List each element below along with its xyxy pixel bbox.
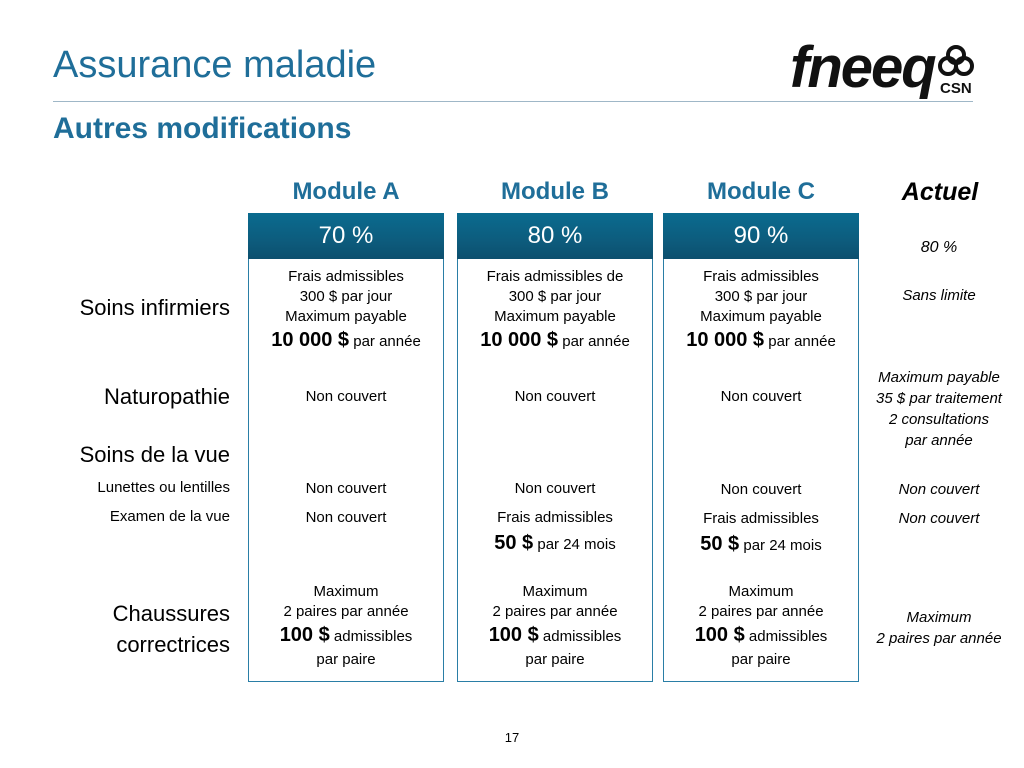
logo-text: fneeq: [790, 35, 935, 100]
module-a-heading: Module A: [292, 178, 400, 205]
row-label-chaussures-line2: correctrices: [116, 632, 230, 657]
cell-line: Maximum payable: [285, 308, 407, 325]
page-subtitle: Autres modifications: [53, 112, 352, 145]
cell-line: Maximum payable: [700, 308, 822, 325]
cell-examen-c: [663, 509, 859, 561]
page-title: Assurance maladie: [53, 44, 377, 86]
cell-unit: par 24 mois: [537, 536, 616, 553]
row-label-soins-infirmiers: Soins infirmiers: [79, 295, 230, 320]
row-label-lunettes: Lunettes ou lentilles: [97, 479, 230, 496]
cell-line: Frais admissibles de: [486, 268, 624, 285]
cell-line: par paire: [731, 651, 791, 668]
row-label-soins-vue: Soins de la vue: [79, 442, 230, 467]
cell-soins-infirmiers-c: [663, 267, 859, 355]
cell-unit: admissibles: [333, 628, 413, 645]
cell-line: 300 $ par jour: [508, 288, 602, 305]
cell-soins-infirmiers-b: [457, 267, 653, 355]
cell-chaussures-b: [457, 582, 653, 670]
cell-naturopathie-c: Non couvert: [720, 388, 802, 405]
cell-unit: par 24 mois: [743, 537, 822, 554]
cell-line: 2 paires par année: [876, 630, 1002, 647]
row-label-chaussures: [113, 598, 230, 660]
cell-amount: 100 $: [694, 624, 745, 646]
cell-line: 2 paires par année: [283, 603, 409, 620]
actuel-percent: 80 %: [920, 239, 958, 256]
cell-chaussures-c: [663, 582, 859, 670]
cell-line: Maximum: [313, 583, 379, 600]
module-c-heading: Module C: [707, 178, 815, 205]
cell-line: Maximum: [906, 609, 972, 626]
cell-unit: par année: [353, 333, 421, 350]
cell-line: Maximum payable: [494, 308, 616, 325]
cell-line: par paire: [316, 651, 376, 668]
cell-naturopathie-b: Non couvert: [514, 388, 596, 405]
cell-line: Frais admissibles: [703, 510, 819, 527]
cell-naturopathie-actuel: [864, 367, 1014, 451]
cell-unit: par année: [562, 333, 630, 350]
module-c-percent: 90 %: [663, 213, 859, 259]
cell-line: 300 $ par jour: [299, 288, 393, 305]
cell-line: Frais admissibles: [288, 268, 404, 285]
cell-soins-infirmiers-a: [248, 267, 444, 355]
cell-amount: 50 $: [700, 533, 740, 555]
cell-chaussures-actuel: [864, 607, 1014, 649]
module-a-percent: 70 %: [248, 213, 444, 259]
cell-line: 300 $ par jour: [714, 288, 808, 305]
cell-line: Maximum: [522, 583, 588, 600]
page-number: 17: [504, 730, 520, 745]
cell-amount: 10 000 $: [271, 329, 350, 351]
cell-line: Maximum: [728, 583, 794, 600]
cell-lunettes-b: Non couvert: [514, 480, 596, 497]
cell-line: 35 $ par traitement: [876, 390, 1002, 407]
cell-amount: 50 $: [494, 532, 534, 554]
module-b-heading: Module B: [501, 178, 609, 205]
cell-lunettes-actuel: Non couvert: [898, 481, 980, 498]
row-label-chaussures-line1: Chaussures: [112, 601, 230, 626]
cell-examen-b: [457, 508, 653, 560]
cell-line: Frais admissibles: [497, 509, 613, 526]
cell-amount: 100 $: [279, 624, 330, 646]
cell-chaussures-a: [248, 582, 444, 670]
cell-amount: 10 000 $: [686, 329, 765, 351]
cell-lunettes-c: Non couvert: [720, 481, 802, 498]
cell-line: 2 consultations: [888, 411, 990, 428]
cell-line: par paire: [525, 651, 585, 668]
cell-unit: par année: [768, 333, 836, 350]
logo-knot-icon: [938, 44, 974, 78]
fneeq-logo: [790, 35, 980, 102]
cell-amount: 100 $: [488, 624, 539, 646]
cell-lunettes-a: Non couvert: [305, 480, 387, 497]
cell-naturopathie-a: Non couvert: [305, 388, 387, 405]
cell-soins-infirmiers-actuel: Sans limite: [902, 287, 976, 304]
cell-line: 2 paires par année: [698, 603, 824, 620]
row-label-examen: Examen de la vue: [109, 508, 230, 525]
cell-unit: admissibles: [748, 628, 828, 645]
cell-examen-a: Non couvert: [305, 509, 387, 526]
cell-line: Maximum payable: [878, 369, 1000, 386]
cell-amount: 10 000 $: [480, 329, 559, 351]
module-b-percent: 80 %: [457, 213, 653, 259]
row-label-naturopathie: Naturopathie: [104, 384, 230, 409]
actuel-heading: Actuel: [901, 178, 979, 206]
cell-line: 2 paires par année: [492, 603, 618, 620]
cell-unit: admissibles: [542, 628, 622, 645]
cell-line: Frais admissibles: [703, 268, 819, 285]
cell-line: par année: [905, 432, 973, 449]
cell-examen-actuel: Non couvert: [898, 510, 980, 527]
logo-sub-text: CSN: [940, 80, 972, 97]
